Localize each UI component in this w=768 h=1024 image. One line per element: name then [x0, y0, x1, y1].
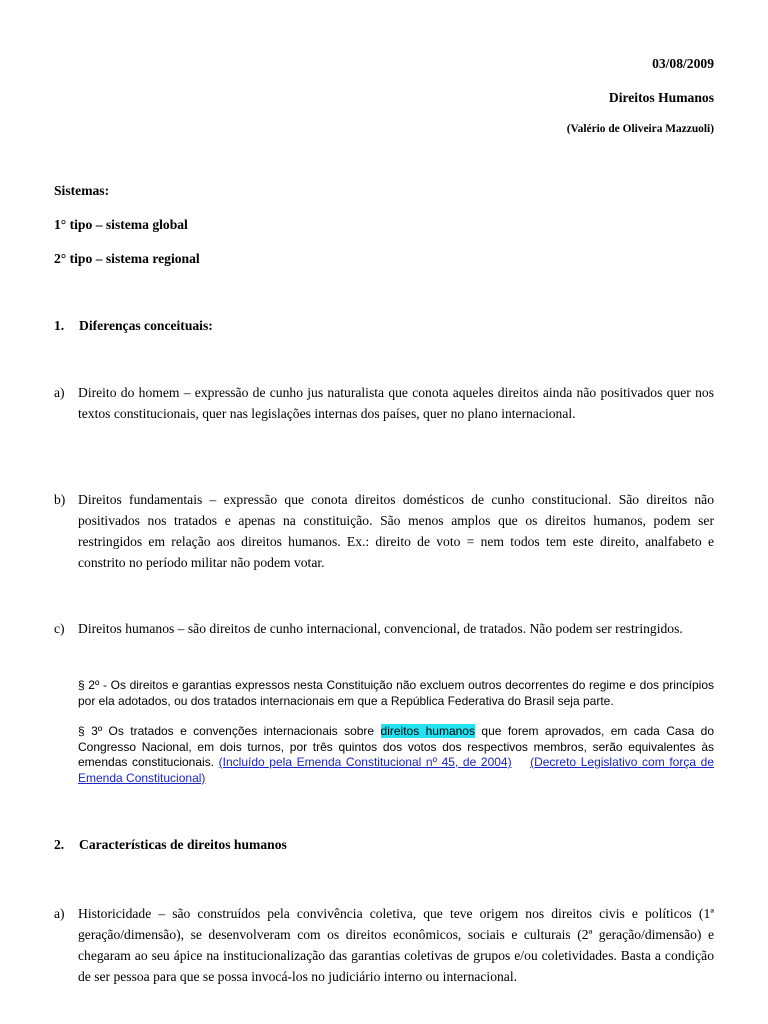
list-item-text: Historicidade – são construídos pela convivência coletiva, que teve origem nos direitos civis e políticos (1ª geração/dimensão), se desenvolveram com os direitos econômicos, sociais e culturais (2ª geração/dimensão) e chegaram ao seu ápice na institucionalização das garantias coletivas de grupos e/ou coletividades. Basta a condição de ser pessoa para que se possa invocá-los no judiciário interno ou internacional.	[78, 906, 714, 984]
systems-type-1: 1° tipo – sistema global	[54, 217, 188, 232]
list-item-text: Direito do homem – expressão de cunho jus naturalista que conota aqueles direitos ainda não positivados quer nos textos constitucionais, quer nas legislações internas dos países, quer no plano internacional.	[78, 385, 714, 421]
constitution-quote-paragraph-2: § 2º - Os direitos e garantias expressos nesta Constituição não excluem outros decorrentes do regime e dos princípios por ela adotados, ou dos tratados internacionais em que a República Federativa do Brasil seja parte.	[78, 678, 714, 708]
highlighted-term: direitos humanos	[380, 724, 475, 738]
list-item	[54, 618, 714, 639]
list-item	[54, 489, 714, 573]
quote-text: § 3º Os tratados e convenções internacionais sobre	[78, 724, 381, 738]
quote-text: que forem aprovados, em cada Casa do Congresso Nacional, em dois turnos, por três quintos dos votos dos respectivos membros, serão equivalentes às emendas constitucionais.	[78, 724, 714, 769]
list-item	[54, 382, 714, 424]
list-item	[54, 903, 714, 987]
document-date: 03/08/2009	[652, 56, 714, 71]
legislative-decree-link[interactable]: (Decreto Legislativo com força de Emenda Constitucional)	[78, 755, 714, 785]
section-2-number: 2.	[54, 837, 65, 852]
systems-heading: Sistemas:	[54, 183, 110, 198]
section-2-heading	[54, 837, 714, 853]
amendment-link[interactable]: (Incluído pela Emenda Constitucional nº 45, de 2004)	[218, 755, 512, 769]
section-1-title: Diferenças conceituais:	[79, 318, 213, 333]
section-1-heading	[54, 318, 714, 334]
list-item-marker: a)	[54, 385, 65, 400]
document-title: Direitos Humanos	[608, 90, 714, 105]
systems-type-2: 2° tipo – sistema regional	[54, 251, 200, 266]
constitution-quote-paragraph-3	[78, 724, 714, 786]
section-1-number: 1.	[54, 318, 65, 333]
list-item-marker: c)	[54, 621, 65, 636]
list-item-text: Direitos fundamentais – expressão que conota direitos domésticos de cunho constitucional. São direitos não positivados nos tratados e apenas na constituição. São menos amplos que os direitos humanos, podem ser restringidos em relação aos direitos humanos. Ex.: direito de voto = nem todos tem este direito, analfabeto e constrito no período militar não podem votar.	[78, 492, 714, 570]
list-item-marker: b)	[54, 492, 66, 507]
list-item-text: Direitos humanos – são direitos de cunho internacional, convencional, de tratados. Não podem ser restringidos.	[78, 621, 683, 636]
list-item-marker: a)	[54, 906, 65, 921]
document-author: (Valério de Oliveira Mazzuoli)	[566, 123, 714, 135]
section-2-title: Características de direitos humanos	[79, 837, 287, 852]
